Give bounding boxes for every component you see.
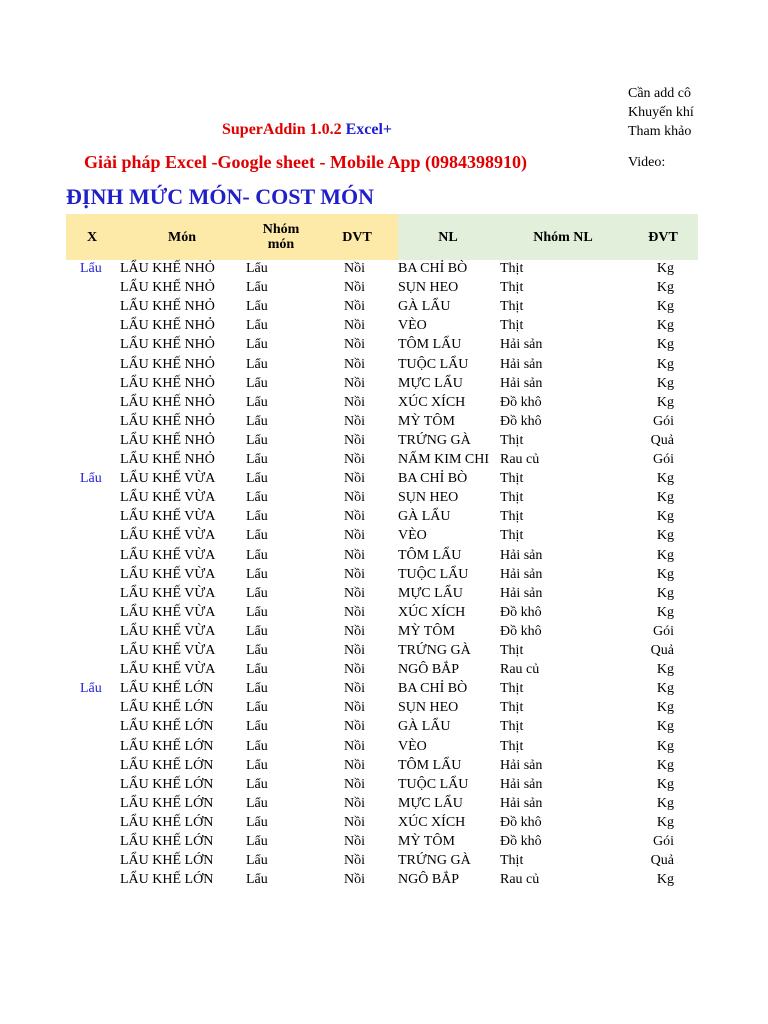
table-row[interactable] (0, 488, 768, 507)
cell-mon[interactable]: LẨU KHẾ VỪA (120, 585, 216, 601)
cell-nhom-mon[interactable]: Lẩu (246, 318, 268, 334)
cell-nl[interactable]: NGÔ BẮP (398, 872, 460, 888)
cell-nl[interactable]: GÀ LẨU (398, 509, 451, 525)
table-row[interactable] (0, 335, 768, 354)
header-dvt[interactable]: DVT (316, 214, 398, 260)
table-row[interactable] (0, 526, 768, 545)
cell-dvt2[interactable]: Kg (656, 662, 674, 678)
cell-dvt2[interactable]: Quả (650, 432, 674, 448)
cell-mon[interactable]: LẨU KHẾ LỚN (120, 738, 214, 754)
cell-nhom-nl[interactable]: Hải sản (500, 356, 543, 372)
header-dvt2[interactable]: ĐVT (628, 214, 698, 260)
table-row[interactable] (0, 660, 768, 679)
cell-nhom-mon[interactable]: Lẩu (246, 528, 268, 544)
table-row[interactable] (0, 431, 768, 450)
cell-nl[interactable]: XÚC XÍCH (398, 814, 466, 830)
cell-dvt2[interactable]: Kg (656, 356, 674, 372)
cell-nl[interactable]: TRỨNG GÀ (398, 643, 471, 658)
cell-nhom-mon[interactable]: Lẩu (246, 853, 268, 869)
cell-mon[interactable]: LẨU KHẾ VỪA (120, 528, 216, 544)
cell-dvt2[interactable]: Kg (656, 299, 674, 315)
cell-dvt[interactable]: Nồi (344, 490, 365, 506)
header-nl[interactable]: NL (398, 214, 498, 260)
cell-nhom-mon[interactable]: Lẩu (246, 375, 268, 391)
table-row[interactable] (0, 813, 768, 832)
cell-nhom-mon[interactable]: Lẩu (246, 700, 268, 716)
cell-dvt2[interactable]: Gói (653, 834, 674, 849)
cell-dvt[interactable]: Nồi (344, 547, 365, 563)
cell-mon[interactable]: LẨU KHẾ LỚN (120, 814, 214, 830)
cell-nl[interactable]: MỰC LẨU (398, 585, 463, 601)
cell-nhom-mon[interactable]: Lẩu (246, 834, 268, 849)
cell-dvt[interactable]: Nồi (344, 776, 365, 792)
cell-dvt2[interactable]: Kg (656, 738, 674, 754)
cell-dvt[interactable]: Nồi (344, 834, 365, 849)
note-add: Cần add cô (628, 86, 691, 101)
cell-mon[interactable]: LẨU KHẾ NHỎ (120, 375, 215, 391)
cell-mon[interactable]: LẨU KHẾ LỚN (120, 834, 214, 849)
table-row[interactable] (0, 737, 768, 756)
cell-nhom-mon[interactable]: Lẩu (246, 585, 268, 601)
table-row[interactable] (0, 756, 768, 775)
cell-nhom-mon[interactable]: Lẩu (246, 662, 268, 678)
cell-nhom-mon[interactable]: Lẩu (246, 738, 268, 754)
cell-nl[interactable]: MỲ TÔM (398, 834, 455, 849)
cell-dvt2[interactable]: Kg (656, 700, 674, 716)
cell-nhom-mon[interactable]: Lẩu (246, 643, 268, 658)
cell-x[interactable]: Lẩu (80, 681, 102, 697)
brand-name: SuperAddin 1.0.2 (222, 121, 346, 138)
cell-dvt2[interactable]: Kg (656, 814, 674, 830)
cell-nl[interactable]: VÈO (398, 738, 427, 754)
note-video: Video: (628, 155, 666, 170)
cell-dvt[interactable]: Nồi (344, 509, 365, 525)
cell-dvt[interactable]: Nồi (344, 356, 365, 372)
cell-dvt[interactable]: Nồi (344, 814, 365, 830)
cell-nl[interactable]: TÔM LẨU (398, 547, 462, 563)
cell-nhom-nl[interactable]: Thịt (500, 738, 524, 754)
cell-dvt2[interactable]: Kg (656, 375, 674, 391)
cell-dvt[interactable]: Nồi (344, 471, 365, 487)
note-reference: Tham khảo (628, 124, 692, 139)
cell-nl[interactable]: VÈO (398, 528, 427, 544)
slogan: Giải pháp Excel -Google sheet - Mobile App (0984398910) (84, 152, 527, 172)
cell-nl[interactable]: XÚC XÍCH (398, 394, 466, 410)
cell-dvt[interactable]: Nồi (344, 662, 365, 678)
cell-nl[interactable]: MỲ TÔM (398, 413, 455, 429)
table-row[interactable] (0, 507, 768, 526)
cell-nhom-nl[interactable]: Thịt (500, 490, 524, 506)
table-row[interactable] (0, 641, 768, 660)
cell-nhom-mon[interactable]: Lẩu (246, 337, 268, 353)
cell-dvt2[interactable]: Kg (656, 471, 674, 487)
cell-nhom-mon[interactable]: Lẩu (246, 872, 268, 888)
cell-dvt2[interactable]: Kg (656, 547, 674, 563)
cell-mon[interactable]: LẨU KHẾ LỚN (120, 757, 214, 773)
cell-nhom-nl[interactable]: Thịt (500, 509, 524, 525)
cell-mon[interactable]: LẨU KHẾ LỚN (120, 795, 214, 811)
cell-dvt[interactable]: Nồi (344, 604, 365, 620)
cell-dvt[interactable]: Nồi (344, 872, 365, 888)
cell-nhom-mon[interactable]: Lẩu (246, 432, 268, 448)
cell-dvt2[interactable]: Kg (656, 337, 674, 353)
table-row[interactable] (0, 584, 768, 603)
cell-mon[interactable]: LẨU KHẾ LỚN (120, 681, 214, 697)
header-nhom-mon[interactable]: Nhóm món (246, 214, 316, 260)
cell-nhom-nl[interactable]: Thịt (500, 318, 524, 334)
cell-nhom-nl[interactable]: Hải sản (500, 337, 543, 353)
cell-dvt[interactable]: Nồi (344, 452, 365, 467)
cell-nhom-nl[interactable]: Thịt (500, 700, 524, 716)
cell-dvt2[interactable]: Gói (653, 452, 674, 467)
cell-nhom-nl[interactable]: Thịt (500, 471, 524, 487)
cell-dvt2[interactable]: Quả (650, 853, 674, 869)
table-row[interactable] (0, 278, 768, 297)
cell-dvt2[interactable]: Kg (656, 528, 674, 544)
cell-nhom-mon[interactable]: Lẩu (246, 795, 268, 811)
brand-line (222, 121, 392, 139)
cell-dvt[interactable]: Nồi (344, 757, 365, 773)
cell-nhom-mon[interactable]: Lẩu (246, 604, 268, 620)
cell-nl[interactable]: TÔM LẨU (398, 757, 462, 773)
table-row[interactable] (0, 603, 768, 622)
cell-nl[interactable]: NGÔ BẮP (398, 662, 460, 678)
cell-mon[interactable]: LẨU KHẾ LỚN (120, 719, 214, 735)
cell-nhom-nl[interactable]: Đồ khô (500, 834, 542, 849)
table-row[interactable] (0, 832, 768, 851)
cell-dvt[interactable]: Nồi (344, 738, 365, 754)
cell-nhom-nl[interactable]: Hải sản (500, 776, 543, 792)
table-row[interactable] (0, 851, 768, 870)
cell-nhom-nl[interactable]: Thịt (500, 261, 524, 276)
cell-x[interactable]: Lẩu (80, 471, 102, 487)
cell-nhom-nl[interactable]: Thịt (500, 299, 524, 315)
cell-dvt2[interactable]: Kg (656, 490, 674, 506)
table-row[interactable] (0, 775, 768, 794)
cell-nhom-nl[interactable]: Đồ khô (500, 604, 542, 620)
cell-nl[interactable]: TRỨNG GÀ (398, 432, 471, 448)
cell-nhom-mon[interactable]: Lẩu (246, 566, 268, 582)
cell-dvt2[interactable]: Kg (656, 719, 674, 735)
brand-suffix: Excel+ (345, 121, 393, 138)
cell-dvt[interactable]: Nồi (344, 623, 365, 639)
page-title: ĐỊNH MỨC MÓN- COST MÓN (66, 184, 374, 209)
table-row[interactable] (0, 374, 768, 393)
cell-nhom-nl[interactable]: Hải sản (500, 566, 543, 582)
cell-dvt[interactable]: Nồi (344, 432, 365, 448)
cell-nhom-nl[interactable]: Hải sản (500, 757, 543, 773)
cell-nhom-mon[interactable]: Lẩu (246, 394, 268, 410)
cell-mon[interactable]: LẨU KHẾ VỪA (120, 604, 216, 620)
cell-dvt2[interactable]: Kg (656, 394, 674, 410)
cell-nhom-mon[interactable]: Lẩu (246, 681, 268, 697)
cell-dvt[interactable]: Nồi (344, 375, 365, 391)
table-row[interactable] (0, 316, 768, 335)
header-x[interactable]: X (66, 214, 118, 260)
cell-nl[interactable]: TUỘC LẨU (398, 776, 469, 792)
cell-nhom-mon[interactable]: Lẩu (246, 299, 268, 315)
cell-mon[interactable]: LẨU KHẾ NHỎ (120, 432, 215, 448)
cell-nl[interactable]: MỰC LẨU (398, 795, 463, 811)
cell-nhom-nl[interactable]: Đồ khô (500, 814, 542, 830)
cell-nhom-nl[interactable]: Rau củ (500, 872, 540, 888)
cell-nhom-nl[interactable]: Thịt (500, 280, 524, 296)
cell-mon[interactable]: LẨU KHẾ NHỎ (120, 299, 215, 315)
cell-mon[interactable]: LẨU KHẾ VỪA (120, 662, 216, 678)
cell-nl[interactable]: GÀ LẨU (398, 719, 451, 735)
cell-dvt[interactable]: Nồi (344, 700, 365, 716)
cell-dvt2[interactable]: Kg (656, 261, 674, 276)
cell-nl[interactable]: TÔM LẨU (398, 337, 462, 353)
cell-nl[interactable]: GÀ LẨU (398, 299, 451, 315)
cell-dvt2[interactable]: Kg (656, 566, 674, 582)
cell-dvt[interactable]: Nồi (344, 853, 365, 869)
cell-dvt2[interactable]: Kg (656, 757, 674, 773)
cell-mon[interactable]: LẨU KHẾ NHỎ (120, 452, 215, 467)
cell-dvt[interactable]: Nồi (344, 566, 365, 582)
table-row[interactable] (0, 259, 768, 278)
table-row[interactable] (0, 679, 768, 698)
cell-dvt2[interactable]: Gói (653, 413, 674, 429)
cell-mon[interactable]: LẨU KHẾ VỪA (120, 490, 216, 506)
cell-nhom-nl[interactable]: Rau củ (500, 452, 540, 467)
cell-dvt2[interactable]: Kg (656, 585, 674, 601)
cell-nl[interactable]: MỰC LẨU (398, 375, 463, 391)
cell-dvt[interactable]: Nồi (344, 681, 365, 697)
cell-nl[interactable]: VÈO (398, 318, 427, 334)
cell-mon[interactable]: LẨU KHẾ VỪA (120, 547, 216, 563)
table-row[interactable] (0, 698, 768, 717)
cell-mon[interactable]: LẨU KHẾ NHỎ (120, 394, 215, 410)
header-nhom-nl[interactable]: Nhóm NL (498, 214, 628, 260)
cell-dvt[interactable]: Nồi (344, 299, 365, 315)
cell-nl[interactable]: TUỘC LẨU (398, 356, 469, 372)
table-row[interactable] (0, 393, 768, 412)
cell-mon[interactable]: LẨU KHẾ NHỎ (120, 280, 215, 296)
cell-dvt[interactable]: Nồi (344, 643, 365, 658)
cell-nl[interactable]: NẤM KIM CHI (398, 452, 489, 467)
table-row[interactable] (0, 622, 768, 641)
cell-nhom-mon[interactable]: Lẩu (246, 356, 268, 372)
cell-nhom-mon[interactable]: Lẩu (246, 490, 268, 506)
cell-nhom-nl[interactable]: Đồ khô (500, 394, 542, 410)
cell-mon[interactable]: LẨU KHẾ NHỎ (120, 337, 215, 353)
table-row[interactable] (0, 546, 768, 565)
cell-nhom-mon[interactable]: Lẩu (246, 623, 268, 639)
cell-nhom-mon[interactable]: Lẩu (246, 509, 268, 525)
cell-nhom-nl[interactable]: Thịt (500, 719, 524, 735)
cell-nl[interactable]: SỤN HEO (398, 700, 459, 716)
cell-dvt[interactable]: Nồi (344, 795, 365, 811)
cell-nhom-mon[interactable]: Lẩu (246, 413, 268, 429)
cell-nhom-mon[interactable]: Lẩu (246, 776, 268, 792)
table-row[interactable] (0, 717, 768, 736)
cell-nl[interactable]: SỤN HEO (398, 490, 459, 506)
table-row[interactable] (0, 870, 768, 889)
table-row[interactable] (0, 412, 768, 431)
cell-dvt[interactable]: Nồi (344, 413, 365, 429)
cell-dvt2[interactable]: Kg (656, 681, 674, 697)
cell-dvt2[interactable]: Kg (656, 318, 674, 334)
cell-dvt2[interactable]: Kg (656, 280, 674, 296)
cell-dvt[interactable]: Nồi (344, 261, 365, 276)
cell-mon[interactable]: LẨU KHẾ VỪA (120, 509, 216, 525)
cell-nl[interactable]: MỲ TÔM (398, 623, 455, 639)
cell-dvt2[interactable]: Gói (653, 623, 674, 639)
cell-dvt2[interactable]: Kg (656, 795, 674, 811)
cell-nhom-mon[interactable]: Lẩu (246, 452, 268, 467)
cell-nhom-nl[interactable]: Thịt (500, 681, 524, 697)
table-row[interactable] (0, 297, 768, 316)
cell-nl[interactable]: SỤN HEO (398, 280, 459, 296)
cell-nhom-nl[interactable]: Hải sản (500, 375, 543, 391)
cell-mon[interactable]: LẨU KHẾ NHỎ (120, 261, 215, 276)
header-mon[interactable]: Món (118, 214, 246, 260)
cell-mon[interactable]: LẨU KHẾ LỚN (120, 853, 214, 869)
cell-dvt2[interactable]: Kg (656, 604, 674, 620)
cell-dvt2[interactable]: Quả (650, 643, 674, 658)
cell-nl[interactable]: TRỨNG GÀ (398, 853, 471, 869)
cell-mon[interactable]: LẨU KHẾ LỚN (120, 700, 214, 716)
cell-nhom-nl[interactable]: Thịt (500, 432, 524, 448)
cell-nl[interactable]: XÚC XÍCH (398, 604, 466, 620)
cell-nhom-mon[interactable]: Lẩu (246, 261, 268, 276)
table-row[interactable] (0, 450, 768, 469)
cell-nl[interactable]: TUỘC LẨU (398, 566, 469, 582)
cell-nhom-nl[interactable]: Hải sản (500, 547, 543, 563)
cell-nhom-nl[interactable]: Rau củ (500, 662, 540, 678)
cell-dvt[interactable]: Nồi (344, 394, 365, 410)
cell-mon[interactable]: LẨU KHẾ NHỎ (120, 318, 215, 334)
table-row[interactable] (0, 469, 768, 488)
table-row[interactable] (0, 355, 768, 374)
table-row[interactable] (0, 565, 768, 584)
note-recommend: Khuyến khí (628, 105, 694, 120)
cell-nhom-nl[interactable]: Thịt (500, 853, 524, 869)
cell-dvt[interactable]: Nồi (344, 528, 365, 544)
cell-nhom-nl[interactable]: Đồ khô (500, 623, 542, 639)
cell-dvt[interactable]: Nồi (344, 318, 365, 334)
cell-x[interactable]: Lẩu (80, 261, 102, 276)
cell-nhom-nl[interactable]: Đồ khô (500, 413, 542, 429)
cell-mon[interactable]: LẨU KHẾ VỪA (120, 471, 216, 487)
cell-mon[interactable]: LẨU KHẾ VỪA (120, 623, 216, 639)
table-row[interactable] (0, 794, 768, 813)
cell-nhom-nl[interactable]: Thịt (500, 643, 524, 658)
cell-nhom-nl[interactable]: Thịt (500, 528, 524, 544)
cell-mon[interactable]: LẨU KHẾ NHỎ (120, 356, 215, 372)
cell-mon[interactable]: LẨU KHẾ LỚN (120, 776, 214, 792)
cell-nl[interactable]: BA CHỈ BÒ (398, 471, 468, 487)
cell-dvt[interactable]: Nồi (344, 585, 365, 601)
cell-nhom-mon[interactable]: Lẩu (246, 719, 268, 735)
cell-mon[interactable]: LẨU KHẾ VỪA (120, 566, 216, 582)
cell-nhom-mon[interactable]: Lẩu (246, 547, 268, 563)
cell-dvt[interactable]: Nồi (344, 719, 365, 735)
cell-dvt2[interactable]: Kg (656, 872, 674, 888)
cell-nhom-mon[interactable]: Lẩu (246, 814, 268, 830)
cell-mon[interactable]: LẨU KHẾ VỪA (120, 643, 216, 658)
cell-mon[interactable]: LẨU KHẾ LỚN (120, 872, 214, 888)
cell-nl[interactable]: BA CHỈ BÒ (398, 681, 468, 697)
cell-nhom-nl[interactable]: Hải sản (500, 795, 543, 811)
cell-nhom-nl[interactable]: Hải sản (500, 585, 543, 601)
cell-dvt2[interactable]: Kg (656, 509, 674, 525)
cell-mon[interactable]: LẨU KHẾ NHỎ (120, 413, 215, 429)
cell-nhom-mon[interactable]: Lẩu (246, 280, 268, 296)
cell-dvt[interactable]: Nồi (344, 337, 365, 353)
cell-dvt[interactable]: Nồi (344, 280, 365, 296)
cell-dvt2[interactable]: Kg (656, 776, 674, 792)
cell-nl[interactable]: BA CHỈ BÒ (398, 261, 468, 276)
cell-nhom-mon[interactable]: Lẩu (246, 471, 268, 487)
cell-nhom-mon[interactable]: Lẩu (246, 757, 268, 773)
